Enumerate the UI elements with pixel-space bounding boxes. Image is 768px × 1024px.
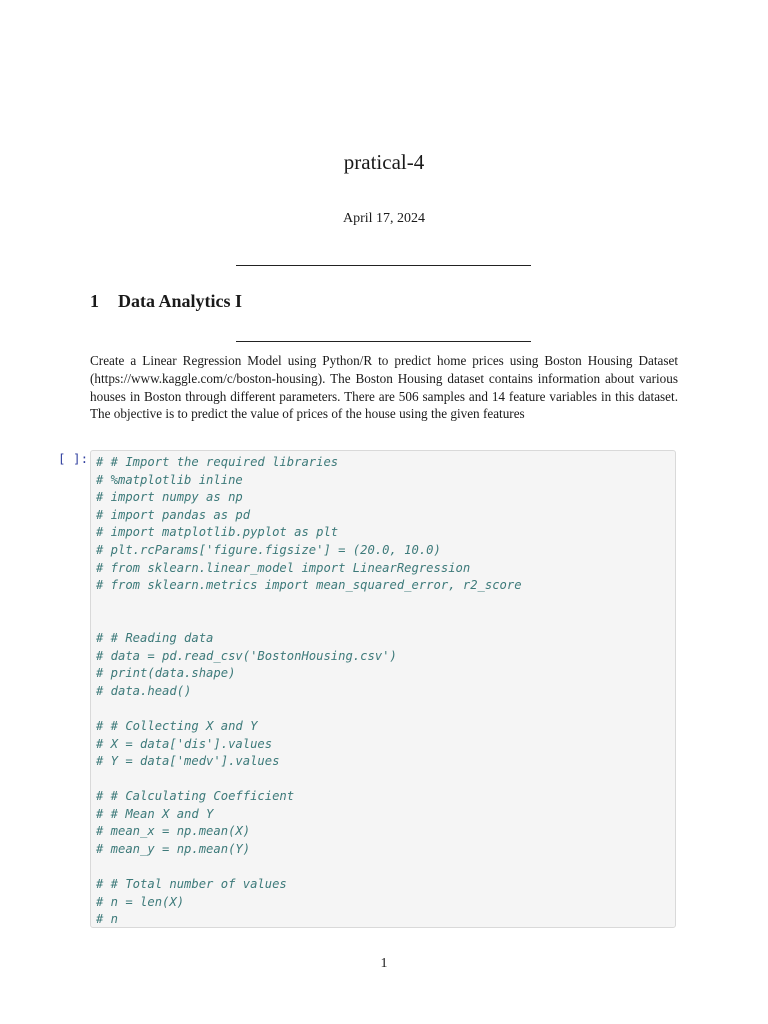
code-line: # import matplotlib.pyplot as plt <box>96 525 339 540</box>
code-line <box>96 595 670 613</box>
code-line: # # Total number of values <box>96 877 287 892</box>
code-line <box>96 859 670 877</box>
code-line: # plt.rcParams['figure.figsize'] = (20.0, 10.0) <box>96 542 441 557</box>
code-line <box>96 771 670 789</box>
document-title: pratical-4 <box>343 150 425 174</box>
code-line: # mean_y = np.mean(Y) <box>96 842 251 857</box>
code-cell[interactable] <box>90 450 676 928</box>
code-line: # # Collecting X and Y <box>96 718 258 733</box>
code-line: # # Calculating Coefficient <box>96 789 295 804</box>
horizontal-rule-top <box>236 265 531 266</box>
code-line: # X = data['dis'].values <box>96 736 273 751</box>
code-line: # %matplotlib inline <box>96 472 243 487</box>
page-number: 1 <box>380 956 388 971</box>
code-line: # from sklearn.linear_model import LinearRegression <box>96 560 471 575</box>
code-line: # print(data.shape) <box>96 666 236 681</box>
code-line: # Y = data['medv'].values <box>96 754 280 769</box>
code-line: # n = len(X) <box>96 894 185 909</box>
code-line: # # Import the required libraries <box>96 455 339 469</box>
code-line: # data.head() <box>96 683 192 698</box>
description-paragraph: Create a Linear Regression Model using Python/R to predict home prices using Boston Housing Dataset (https://www.kaggle.com/c/boston-housing). The Boston Housing dataset contains information about various houses in Boston through different parameters. There are 506 samples and 14 feature variables in this dataset. The objective is to predict the value of prices of the house using the given features <box>90 353 678 422</box>
code-line: # data = pd.read_csv('BostonHousing.csv') <box>96 648 397 663</box>
section-number: 1 <box>90 291 99 311</box>
document-date: April 17, 2024 <box>342 211 426 226</box>
code-line <box>96 700 670 718</box>
code-line: # mean_x = np.mean(X) <box>96 824 251 839</box>
code-line: # # Mean X and Y <box>96 806 214 821</box>
section-title: Data Analytics I <box>118 291 243 311</box>
code-line: # import pandas as pd <box>96 507 251 522</box>
code-line: # from sklearn.metrics import mean_squared_error, r2_score <box>96 578 522 593</box>
code-lines <box>96 454 670 929</box>
code-line: # # Reading data <box>96 630 214 645</box>
horizontal-rule-bottom <box>236 341 531 342</box>
code-line: # import numpy as np <box>96 490 243 505</box>
code-line: # n <box>96 912 119 927</box>
code-line <box>96 612 670 630</box>
section-heading <box>90 291 242 312</box>
cell-prompt: [ ]: <box>58 451 89 466</box>
